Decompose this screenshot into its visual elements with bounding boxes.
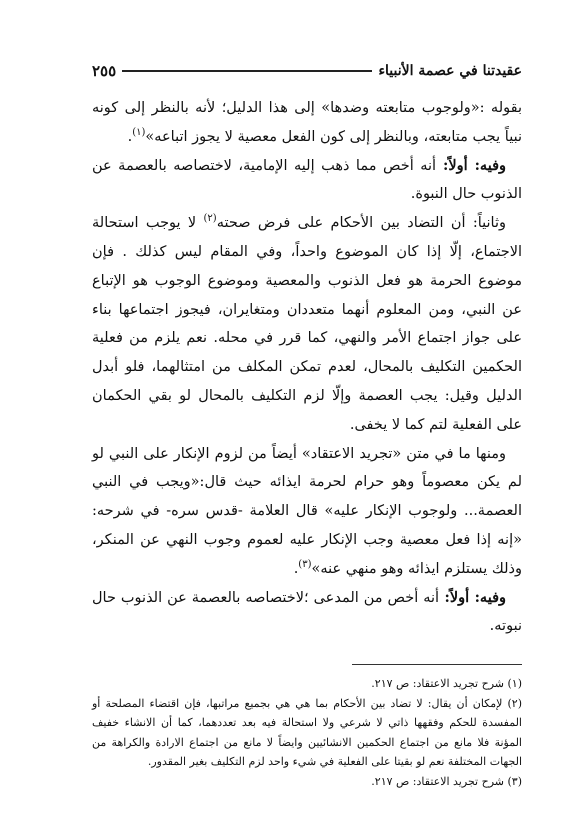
paragraph-2-lead: وفيه: أولاً:	[436, 156, 507, 174]
paragraph-2	[92, 152, 522, 210]
paragraph-1-text: بقوله :«ولوجوب متابعته وضدها» إلى هذا الدليل؛ لأنه بالنظر إلى كونه نبياً يجب متابعته، وبالنظر إلى كون الفعل معصية لا يجوز اتباعه»	[92, 100, 522, 145]
footnote-1: (١) شرح تجريد الاعتقاد: ص ٢١٧.	[371, 677, 522, 690]
paragraph-2-text: أنه أخص مما ذهب إليه الإمامية، لاختصاصه بالعصمة عن الذنوب حال النبوة.	[92, 157, 522, 203]
paragraph-3	[92, 209, 522, 439]
footnote-ref-1: (١)	[132, 126, 146, 138]
paragraph-4	[92, 440, 522, 584]
running-header	[92, 58, 522, 84]
footnote-separator	[352, 664, 522, 665]
paragraph-1	[92, 94, 522, 152]
page-number: ٢٥٥	[92, 62, 117, 80]
paragraph-5	[92, 584, 522, 642]
header-rule	[122, 70, 372, 72]
paragraph-5-lead: وفيه: أولاً:	[439, 588, 507, 606]
main-text	[92, 94, 522, 641]
footnotes	[92, 674, 522, 792]
paragraph-4-text: ومنها ما في متن «تجريد الاعتقاد» أيضاً من لزوم الإنكار على النبي لو لم يكن معصوماً وهو حرام لحرمة ايذائه حيث قال:«ويجب في النبي العصمة... ولوجوب الإنكار عليه» قال العلامة -قدس سره- في شرحه: «إنه إذا فعل معصية وجب الإنكار عليه لعموم وجوب النهي عن المنكر، وذلك يستلزم ايذائه وهو منهي عنه»	[92, 445, 522, 577]
paragraph-5-text: أنه أخص من المدعى ؛لاختصاصه بالعصمة عن الذنوب حال نبوته.	[92, 589, 522, 635]
running-title: عقيدتنا في عصمة الأنبياء	[378, 63, 522, 79]
paragraph-3-text-b: لا يوجب استحالة الاجتماع، إلّا إذا كان الموضوع واحداً، وفي المقام ليس كذلك . فإن موضوع الحرمة هو فعل الذنوب والمعصية وموضوع الوجوب هو الإتباع عن النبي، ومن المعلوم أنهما متعددان ومتغايران، فيجوز اجتماعها بناء على جواز اجتماع الأمر والنهي، كما قرر في محله. نعم يلزم من فعلية الحكمين التكليف بالمحال، لعدم تمكن المكلف من امتثالهما، فلو أبدل الدليل وقيل: يجب العصمة وإلّا لزم التكليف بالمحال لو بقي الحكمان على الفعلية لتم كما لا يخفى.	[92, 215, 522, 433]
footnote-ref-3: (٣)	[298, 558, 312, 570]
footnote-2: (٢) لإمكان أن يقال: لا تضاد بين الأحكام بما هي هي بجميع مراتبها، فإن اقتضاء المصلحة أو المفسدة للحكم وفقهها ذاتي لا شرعي ولا استحالة فيه بعد تعددهما، كما أن الانشاء خفيف المؤنة فلا مانع من اجتماع الحكمين الانشائيين وايضاً لا مانع من اجتماع الارادة والكراهة من الجهات المختلفة نعم لو بقيتا على الفعلية في شيء واحد لزم التكليف بغير المقدور.	[92, 696, 522, 769]
footnote-3: (٣) شرح تجريد الاعتقاد: ص ٢١٧.	[371, 774, 522, 788]
book-page	[92, 58, 522, 788]
paragraph-3-text-a: وثانياً: أن التضاد بين الأحكام على فرض صحته	[216, 215, 506, 232]
footnote-ref-2: (٢)	[203, 213, 217, 225]
paragraph-4-end: .	[293, 560, 299, 577]
paragraph-1-end: .	[127, 128, 133, 145]
